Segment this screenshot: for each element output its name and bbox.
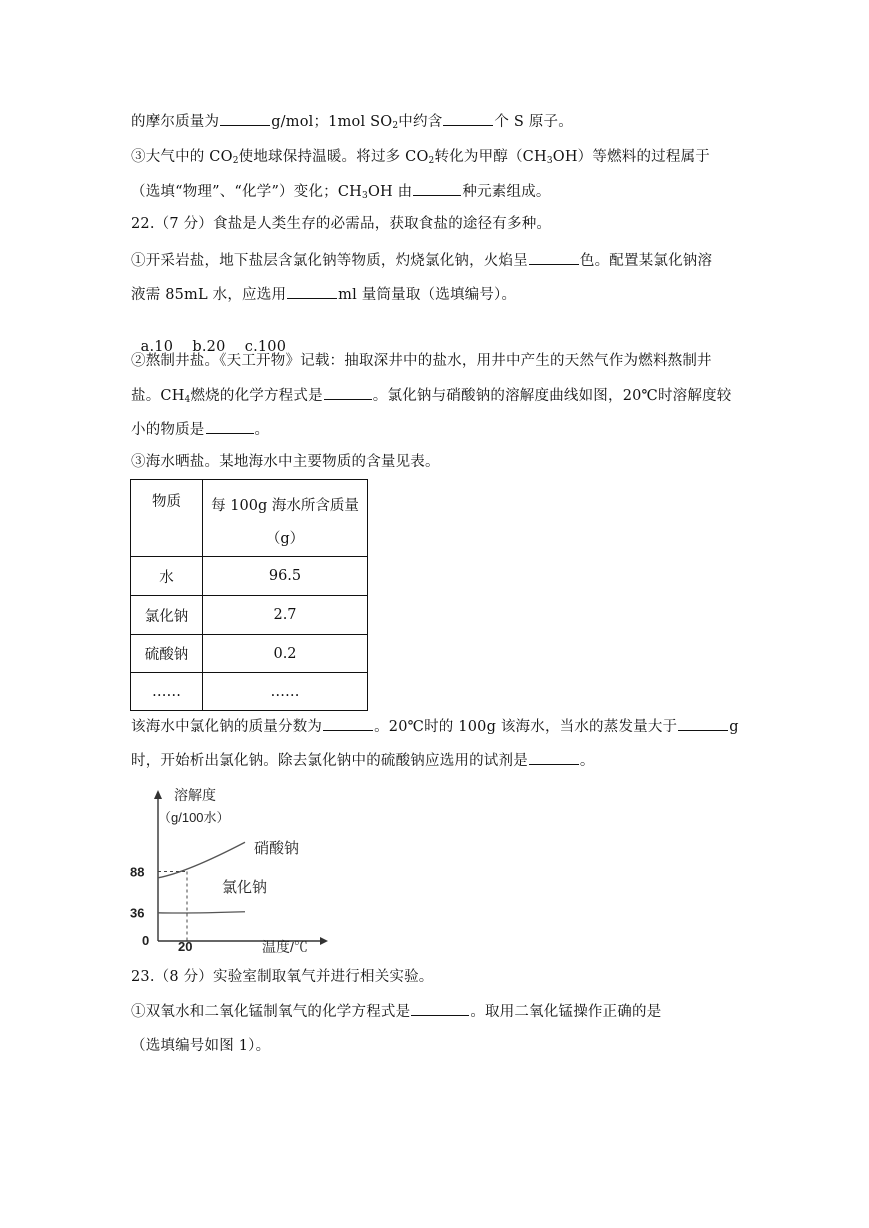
answer-blank[interactable] xyxy=(413,181,461,196)
answer-blank[interactable] xyxy=(220,111,270,126)
x-axis-arrow xyxy=(320,937,328,945)
text-line-molar-mass xyxy=(131,111,573,132)
table-cell: …… xyxy=(203,673,368,711)
header-unit: （g） xyxy=(265,531,305,547)
subscript: 2 xyxy=(392,121,399,131)
text-segment: OH）等燃料的过程属于 xyxy=(552,149,710,165)
text-segment: 该海水中氯化钠的质量分数为 xyxy=(131,719,323,735)
text-line-co2 xyxy=(131,147,710,167)
text-segment: （选填编号如图 1）。 xyxy=(131,1038,271,1054)
series-curve-sodium-chloride xyxy=(158,912,245,913)
options-text: a.10 b.20 c.100 xyxy=(140,339,287,355)
table-header-cell xyxy=(203,480,368,557)
text-line-change-type xyxy=(131,181,551,202)
table-cell: …… xyxy=(131,673,203,711)
x-axis-label: 温度/℃ xyxy=(262,939,308,955)
text-segment: g xyxy=(729,719,739,735)
header-text: 每 100g 海水所含质量 xyxy=(211,498,359,514)
text-segment: 。20℃时的 100g 该海水，当水的蒸发量大于 xyxy=(374,719,678,735)
table-header-cell xyxy=(131,480,203,557)
text-line-mass-fraction xyxy=(131,716,739,737)
answer-blank[interactable] xyxy=(324,385,372,400)
solubility-chart xyxy=(128,784,338,956)
text-segment: 。取用二氧化锰操作正确的是 xyxy=(470,1004,662,1020)
table-cell: 水 xyxy=(131,557,203,596)
text-segment: ①双氧水和二氧化锰制氧气的化学方程式是 xyxy=(131,1004,411,1020)
chart-root xyxy=(130,787,328,955)
answer-blank[interactable] xyxy=(323,716,373,731)
text-segment: 种元素组成。 xyxy=(462,184,551,200)
subscript: 3 xyxy=(362,191,368,201)
y-tick-label: 36 xyxy=(130,905,145,921)
y-axis-unit: （g/100水） xyxy=(158,810,230,825)
text-line-figure-ref xyxy=(131,1036,270,1056)
table-cell: 硫酸钠 xyxy=(131,635,203,673)
answer-blank[interactable] xyxy=(678,716,728,731)
text-segment: 时，开始析出氯化钠。除去氯化钠中的硫酸钠应选用的试剂是 xyxy=(131,753,528,769)
answer-blank[interactable] xyxy=(206,419,254,434)
text-segment: 燃烧的化学方程式是 xyxy=(190,388,323,404)
text-line-smaller xyxy=(131,419,269,440)
text-segment: ③大气中的 CO xyxy=(131,149,233,165)
table-row xyxy=(131,596,368,635)
seawater-table xyxy=(130,479,368,711)
table-row xyxy=(131,557,368,596)
subscript: 2 xyxy=(428,156,435,166)
text-segment: 22.（7 分）食盐是人类生存的必需品，获取食盐的途径有多种。 xyxy=(131,216,552,232)
text-line-ch4 xyxy=(131,385,731,406)
table-cell: 0.2 xyxy=(203,635,368,673)
subscript: 3 xyxy=(546,156,553,166)
answer-blank[interactable] xyxy=(411,1001,469,1016)
answer-blank[interactable] xyxy=(287,284,337,299)
table-row xyxy=(131,673,368,711)
text-segment: ml 量筒量取（选填编号）。 xyxy=(338,287,517,303)
text-segment: 液需 85mL 水，应选用 xyxy=(131,287,287,303)
question-23-heading xyxy=(131,967,434,987)
text-line-sea-salt xyxy=(131,452,440,472)
text-segment: ①开采岩盐，地下盐层含氯化钠等物质，灼烧氯化钠，火焰呈 xyxy=(131,253,528,269)
y-axis-label: 溶解度 xyxy=(174,787,216,803)
text-segment: ③海水晒盐。某地海水中主要物质的含量见表。 xyxy=(131,454,440,470)
text-segment: ②熬制井盐。《天工开物》记载：抽取深井中的盐水，用井中产生的天然气作为燃料熬制井 xyxy=(131,353,712,369)
text-line-h2o2 xyxy=(131,1001,661,1022)
text-segment: OH 由 xyxy=(367,184,413,200)
text-segment: 盐。CH xyxy=(131,388,185,404)
text-segment: 个 S 原子。 xyxy=(494,114,573,130)
text-segment: g/mol；1mol SO xyxy=(271,114,393,130)
text-segment: 。氯化钠与硝酸钠的溶解度曲线如图，20℃时溶解度较 xyxy=(372,388,732,404)
text-segment: 转化为甲醇（CH xyxy=(434,149,547,165)
text-line-well-salt xyxy=(131,351,712,371)
table-cell: 氯化钠 xyxy=(131,596,203,635)
answer-blank[interactable] xyxy=(443,111,493,126)
answer-blank[interactable] xyxy=(529,750,579,765)
text-line-rock-salt xyxy=(131,250,712,271)
subscript: 4 xyxy=(184,395,191,405)
table-cell: 96.5 xyxy=(203,557,368,596)
text-line-cylinder xyxy=(131,284,516,305)
text-segment: 。 xyxy=(254,422,270,438)
text-segment: 。 xyxy=(579,753,595,769)
text-segment: 的摩尔质量为 xyxy=(131,114,220,130)
subscript: 2 xyxy=(232,156,239,166)
text-segment: 23.（8 分）实验室制取氧气并进行相关实验。 xyxy=(131,969,434,985)
series-label: 硝酸钠 xyxy=(254,840,300,857)
text-segment: 使地球保持温暖。将过多 CO xyxy=(238,149,429,165)
table-header-row xyxy=(131,480,368,557)
y-tick-label: 88 xyxy=(130,864,145,880)
x-tick-label: 20 xyxy=(178,939,193,954)
text-segment: 色。配置某氯化钠溶 xyxy=(579,253,713,269)
answer-blank[interactable] xyxy=(529,250,579,265)
text-segment: 小的物质是 xyxy=(131,422,205,438)
table-row xyxy=(131,635,368,673)
table-cell: 2.7 xyxy=(203,596,368,635)
text-segment: （选填“物理”、“化学”）变化；CH xyxy=(131,184,362,200)
origin-label: 0 xyxy=(142,933,150,948)
series-curve-sodium-nitrate xyxy=(158,842,245,878)
text-line-precipitate xyxy=(131,750,595,771)
header-text: 物质 xyxy=(152,494,181,510)
y-axis-arrow xyxy=(154,790,162,799)
question-22-heading xyxy=(131,214,551,234)
series-label: 氯化钠 xyxy=(222,879,268,896)
text-segment: 中约含 xyxy=(398,114,443,130)
